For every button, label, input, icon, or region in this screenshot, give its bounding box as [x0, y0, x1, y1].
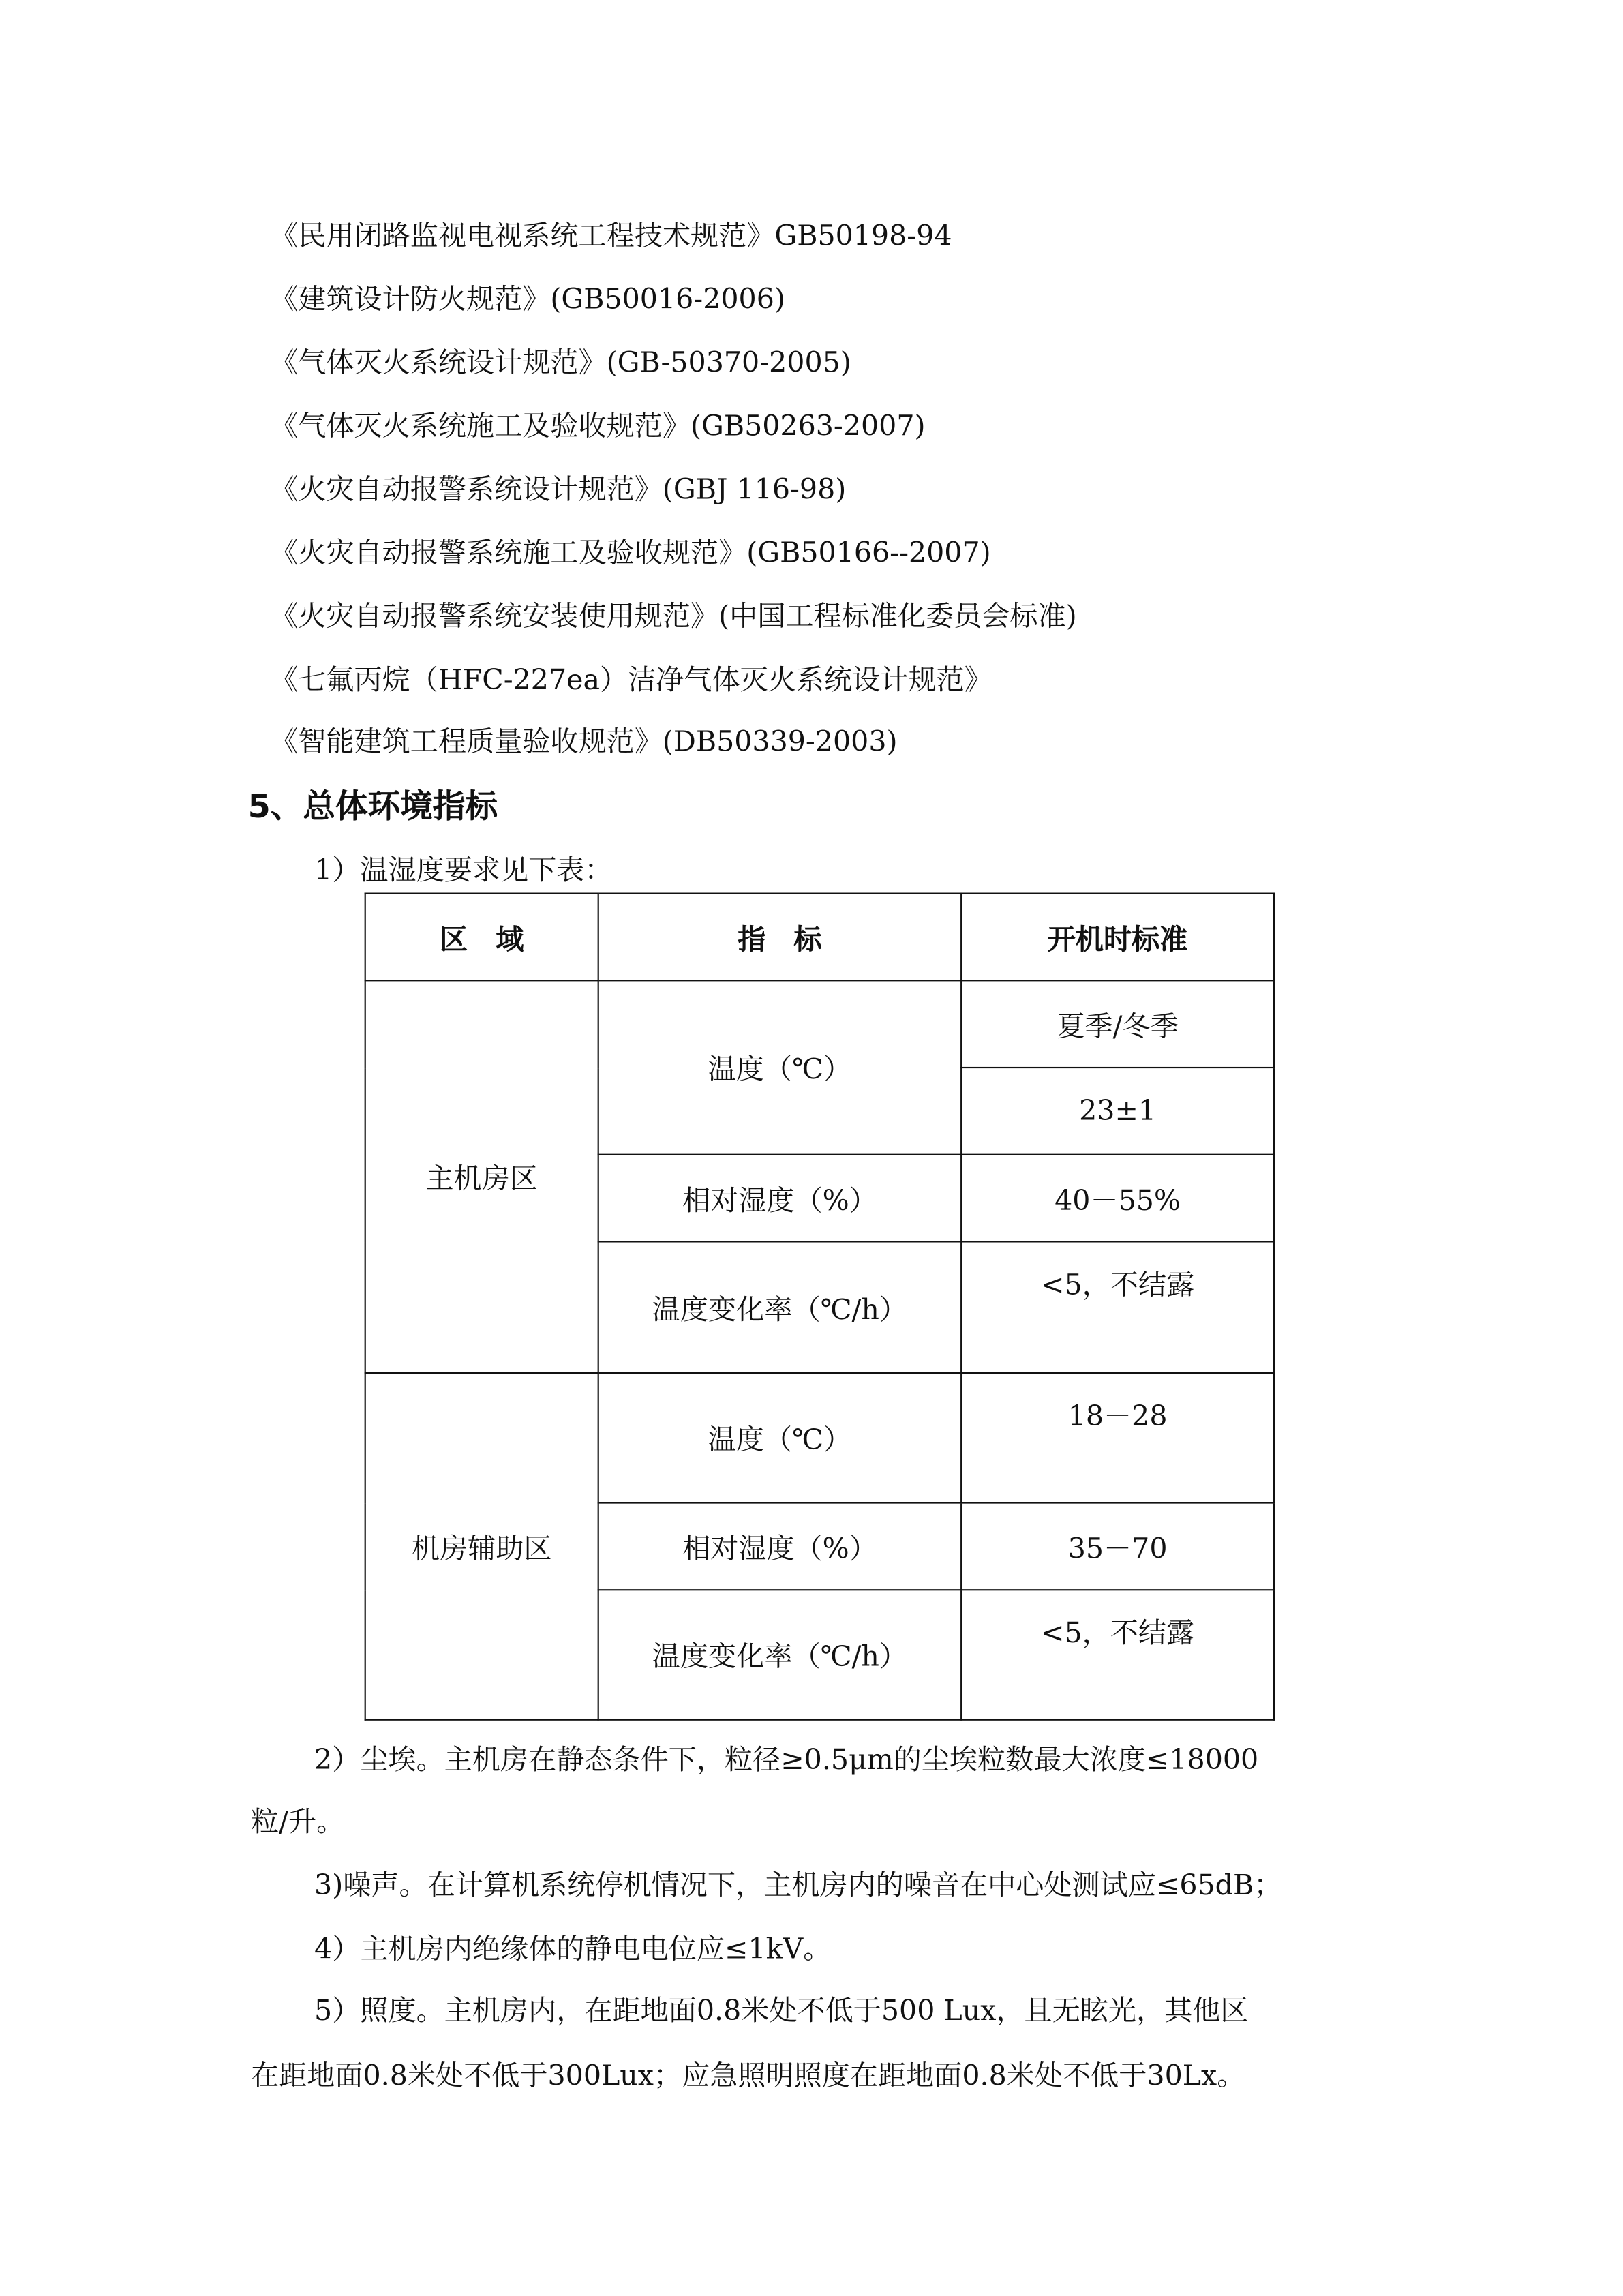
reference-item: 《建筑设计防火规范》(GB50016-2006) — [270, 283, 785, 316]
reference-item: 《火灾自动报警系统安装使用规范》(中国工程标准化委员会标准) — [270, 600, 1077, 633]
temperature-humidity-table — [365, 893, 1275, 1721]
header-indicator: 指 标 — [598, 894, 961, 981]
value-cell: 夏季/冬季 — [961, 980, 1274, 1068]
indicator-cell: 相对湿度（%） — [598, 1503, 961, 1590]
paragraph-static: 4）主机房内绝缘体的静电电位应≤1kV。 — [314, 1933, 832, 1966]
indicator-cell: 相对湿度（%） — [598, 1155, 961, 1242]
indicator-cell: 温度变化率（℃/h） — [598, 1590, 961, 1719]
header-zone: 区 域 — [365, 894, 598, 981]
value-cell: <5，不结露 — [961, 1590, 1274, 1719]
value-cell: 23±1 — [961, 1068, 1274, 1155]
reference-item: 《气体灭火系统施工及验收规范》(GB50263-2007) — [270, 410, 926, 443]
header-standard: 开机时标准 — [961, 894, 1274, 981]
reference-item: 《气体灭火系统设计规范》(GB-50370-2005) — [270, 346, 851, 380]
paragraph-dust-cont: 粒/升。 — [250, 1806, 345, 1839]
zone-main: 主机房区 — [365, 980, 598, 1373]
value-cell: 35－70 — [961, 1503, 1274, 1590]
reference-item: 《智能建筑工程质量验收规范》(DB50339-2003) — [270, 725, 898, 759]
reference-item: 《火灾自动报警系统设计规范》(GBJ 116-98) — [270, 473, 847, 507]
indicator-cell: 温度（℃） — [598, 980, 961, 1154]
reference-item: 《民用闭路监视电视系统工程技术规范》GB50198-94 — [270, 220, 952, 253]
reference-item: 《火灾自动报警系统施工及验收规范》(GB50166--2007) — [270, 537, 991, 570]
section-heading: 5、总体环境指标 — [247, 789, 498, 827]
paragraph-dust: 2）尘埃。主机房在静态条件下，粒径≥0.5μm的尘埃粒数最大浓度≤18000 — [314, 1744, 1259, 1777]
paragraph-lighting-cont: 在距地面0.8米处不低于300Lux；应急照明照度在距地面0.8米处不低于30Lx。 — [250, 2059, 1245, 2093]
reference-item: 《七氟丙烷（HFC-227ea）洁净气体灭火系统设计规范》 — [270, 664, 992, 697]
paragraph-noise: 3)噪声。在计算机系统停机情况下，主机房内的噪音在中心处测试应≤65dB； — [314, 1869, 1282, 1903]
indicator-cell: 温度变化率（℃/h） — [598, 1241, 961, 1373]
paragraph-lighting: 5）照度。主机房内，在距地面0.8米处不低于500 Lux，且无眩光，其他区 — [314, 1995, 1249, 2028]
indicator-cell: 温度（℃） — [598, 1373, 961, 1502]
zone-aux: 机房辅助区 — [365, 1373, 598, 1720]
value-cell: <5，不结露 — [961, 1241, 1274, 1373]
item-1-text: 1）温湿度要求见下表： — [314, 854, 613, 887]
value-cell: 18－28 — [961, 1373, 1274, 1502]
value-cell: 40－55% — [961, 1155, 1274, 1242]
